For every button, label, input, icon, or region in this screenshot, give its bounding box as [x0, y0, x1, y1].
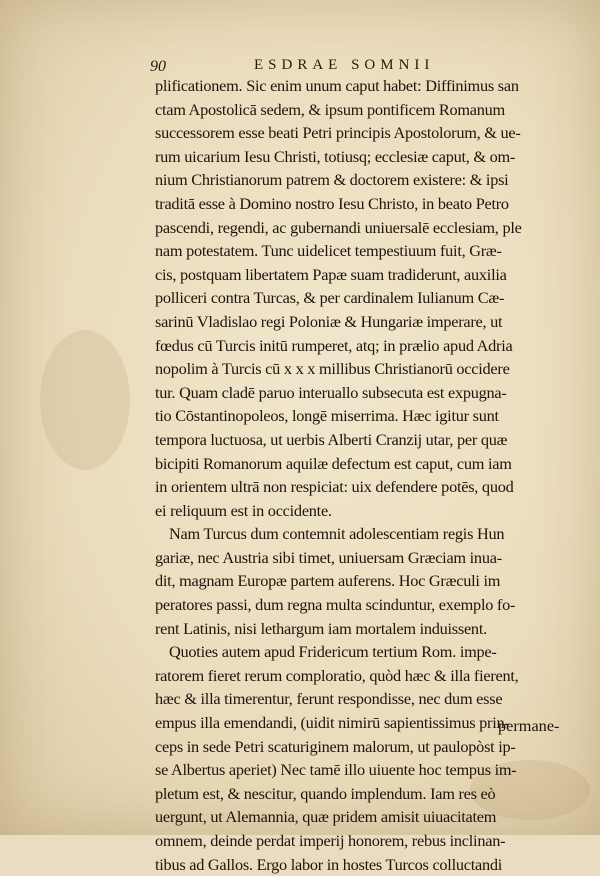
text-line: ceps in sede Petri scaturiginem malorum, ut paulopòst ip- — [155, 736, 516, 756]
text-line: se Albertus aperiet) Nec tamē illo uiuente hoc tempus im- — [155, 760, 517, 780]
text-line: successorem esse beati Petri principis Apostolorum, & ue- — [155, 123, 521, 143]
text-line: sarinū Vladislao regi Poloniæ & Hungariæ imperare, ut — [155, 311, 503, 331]
text-line: empus illa emendandi, (uidit nimirū sapientissimus prin- — [155, 713, 510, 733]
text-line: fœdus cū Turcis initū rumperet, atq; in prælio apud Adria — [155, 335, 513, 355]
text-line: ctam Apostolicā sedem, & ipsum pontificem Romanum — [155, 99, 505, 119]
text-line: pascendi, regendi, ac gubernandi uniuersalē ecclesiam, ple — [155, 217, 522, 237]
body-text — [155, 74, 565, 876]
text-line: polliceri contra Turcas, & per cardinalem Iulianum Cæ- — [155, 288, 505, 308]
text-line: nam potestatem. Tunc uidelicet tempestiuum fuit, Græ- — [155, 241, 502, 261]
text-line: tibus ad Gallos. Ergo labor in hostes Turcos colluctandi — [155, 854, 503, 874]
paper-stain — [40, 330, 130, 470]
text-line: rum uicarium Iesu Christi, totiusq; ecclesiæ caput, & om- — [155, 146, 516, 166]
text-line: in orientem ultrā non respiciat: uix defendere potēs, quod — [155, 477, 514, 497]
text-line: plificationem. Sic enim unum caput habet: Diffinimus san — [155, 76, 519, 95]
text-line: hæc & illa timerentur, ferunt respondisse, nec dum esse — [155, 689, 503, 709]
text-line: cis, postquam libertatem Papæ suam tradiderunt, auxilia — [155, 264, 507, 284]
text-line: ratorem fieret rerum comploratio, quòd hæc & illa fierent, — [155, 665, 519, 685]
text-line: Nam Turcus dum contemnit adolescentiam regis Hun — [169, 524, 505, 544]
text-line: tio Cōstantinopoleos, longē miserrima. Hæc igitur sunt — [155, 406, 499, 426]
text-line: bicipiti Romanorum aquilæ defectum est caput, cum iam — [155, 453, 512, 473]
text-line: dit, magnam Europæ partem auferens. Hoc Græculi im — [155, 571, 501, 591]
text-line: traditā esse à Domino nostro Iesu Christo, in beato Petro — [155, 193, 509, 213]
text-line: rent Latinis, nisi lethargum iam mortalem induissent. — [155, 618, 487, 638]
text-line: Quoties autem apud Fridericum tertium Rom. impe- — [169, 642, 497, 662]
text-line: gariæ, nec Austria sibi timet, uniuersam Græciam inua- — [155, 547, 502, 567]
text-line: peratores passi, dum regna multa scinduntur, exemplo fo- — [155, 595, 516, 615]
text-line: nopolim à Turcis cū x x x millibus Christianorū occidere — [155, 359, 510, 379]
text-line: uergunt, ut Alemannia, quæ pridem amisit uiuacitatem — [155, 807, 497, 827]
page-number: 90 — [150, 58, 166, 75]
text-line: omnem, deinde perdat imperij honorem, rebus inclinan- — [155, 831, 506, 850]
text-line: tempora luctuosa, ut uerbis Alberti Cranzij utar, per quæ — [155, 429, 508, 449]
text-line: tur. Quam cladē paruo interuallo subsecuta est expugna- — [155, 382, 507, 402]
text-line: pletum est, & nescitur, quando implendum. Iam res eò — [155, 783, 496, 803]
running-head: ESDRAE SOMNII — [254, 57, 435, 73]
text-line: nium Christianorum patrem & doctorem existere: & ipsi — [155, 170, 509, 190]
catchword: permane- — [498, 716, 560, 735]
text-line: ei reliquum est in occidente. — [155, 500, 332, 520]
